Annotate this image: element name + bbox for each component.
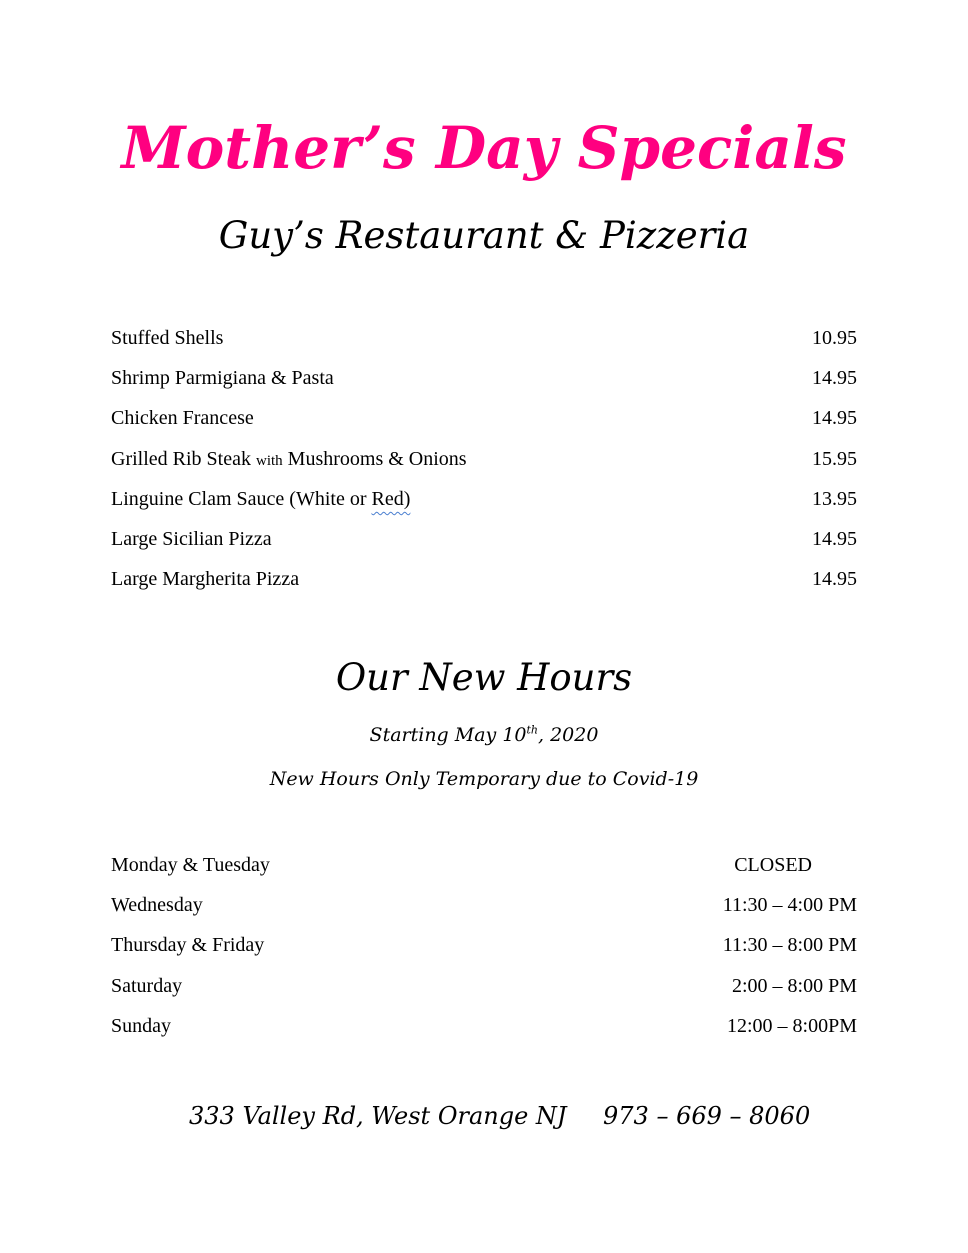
- item-price: 14.95: [812, 527, 857, 550]
- item-name: Large Sicilian Pizza: [111, 527, 272, 550]
- item-price: 14.95: [812, 568, 857, 591]
- item-price: 14.95: [812, 367, 857, 390]
- item-price: 10.95: [812, 327, 857, 349]
- list-item: [111, 523, 857, 563]
- hours-note: New Hours Only Temporary due to Covid-19: [269, 768, 699, 790]
- spellcheck-marked-text: Red): [371, 487, 411, 510]
- schedule-days: Monday & Tuesday: [111, 854, 270, 876]
- item-name-part: Grilled Rib Steak: [111, 447, 256, 470]
- schedule-time: CLOSED: [734, 854, 812, 876]
- item-name-part: Mushrooms & Onions: [282, 447, 467, 470]
- item-name-part: Linguine Clam Sauce (White or: [111, 487, 372, 510]
- list-item: [111, 563, 857, 603]
- contact-footer: [0, 1096, 968, 1136]
- item-price: 13.95: [812, 487, 857, 510]
- schedule-row: [111, 889, 857, 929]
- schedule-row: [111, 849, 857, 889]
- item-name: Large Margherita Pizza: [111, 568, 300, 591]
- list-item: [111, 443, 857, 483]
- schedule-time: 12:00 – 8:00PM: [726, 1014, 857, 1037]
- hours-schedule: [111, 849, 857, 1050]
- schedule-time: 2:00 – 8:00 PM: [731, 974, 857, 997]
- hours-heading: Our New Hours: [335, 656, 633, 699]
- schedule-days: Wednesday: [111, 894, 203, 917]
- start-date-year: , 2020: [538, 724, 599, 746]
- schedule-days: Saturday: [111, 974, 183, 997]
- schedule-days: Sunday: [111, 1014, 171, 1037]
- ordinal-suffix: th: [526, 723, 539, 737]
- specials-list: [111, 322, 857, 603]
- page-title: Mother’s Day Specials: [121, 114, 847, 182]
- item-price: 14.95: [812, 407, 857, 430]
- list-item: [111, 362, 857, 402]
- schedule-row: [111, 929, 857, 969]
- hours-start-date: [0, 720, 968, 750]
- start-date-text: Starting May 10: [369, 724, 527, 746]
- item-name: [111, 483, 410, 515]
- item-name: Chicken Francese: [111, 407, 254, 430]
- schedule-time: 11:30 – 8:00 PM: [722, 934, 857, 957]
- item-name: Stuffed Shells: [111, 327, 224, 349]
- schedule-time: 11:30 – 4:00 PM: [722, 894, 857, 917]
- item-name: Shrimp Parmigiana & Pasta: [111, 367, 334, 390]
- list-item: [111, 483, 857, 523]
- schedule-row: [111, 1010, 857, 1050]
- item-name-small: with: [255, 452, 283, 469]
- phone-number: 973 – 669 – 8060: [603, 1102, 811, 1130]
- list-item: [111, 402, 857, 442]
- schedule-days: Thursday & Friday: [111, 934, 265, 957]
- restaurant-name: Guy’s Restaurant & Pizzeria: [218, 214, 750, 257]
- item-price: 15.95: [812, 447, 857, 470]
- schedule-row: [111, 970, 857, 1010]
- list-item: [111, 322, 857, 362]
- item-name: [111, 443, 467, 477]
- address: 333 Valley Rd, West Orange NJ: [189, 1102, 567, 1130]
